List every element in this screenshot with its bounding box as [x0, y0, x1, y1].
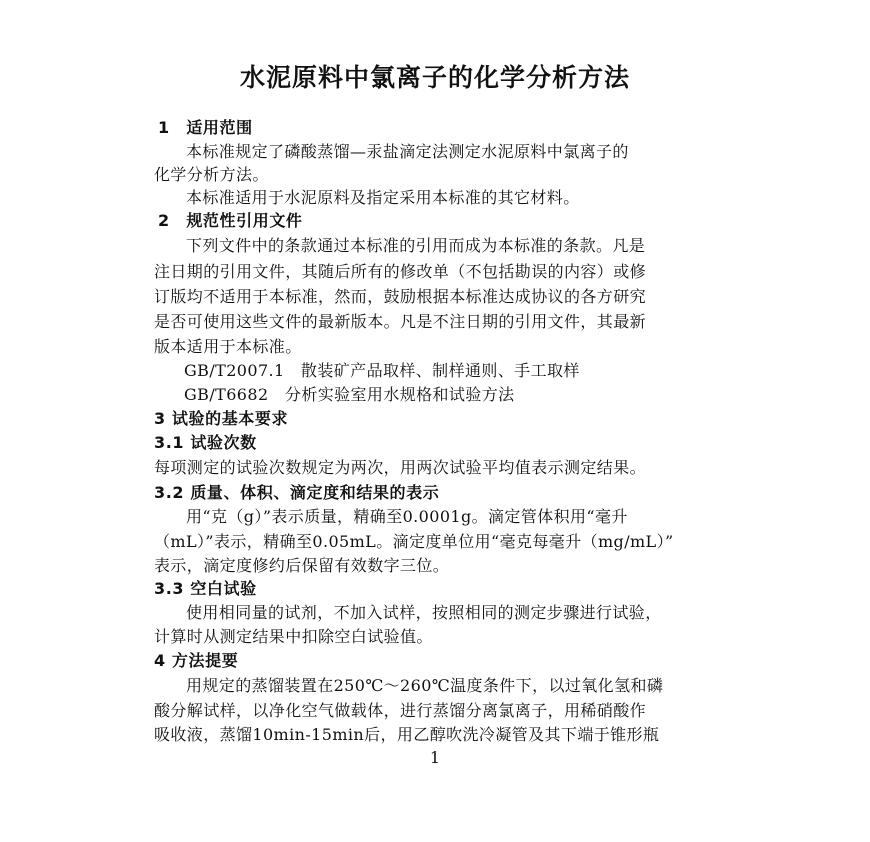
paragraph-line-6: 注日期的引用文件，其随后所有的修改单（不包括勘误的内容）或修: [154, 262, 647, 281]
paragraph-line-18: 表示，滴定度修约后保留有效数字三位。: [154, 556, 450, 575]
paragraph-line-23: 用规定的蒸馏装置在250℃～260℃温度条件下，以过氧化氢和磷: [186, 676, 664, 695]
paragraph-line-8: 是否可使用这些文件的最新版本。凡是不注日期的引用文件，其最新: [154, 312, 647, 331]
paragraph-line-2: 化学分析方法。: [154, 165, 269, 184]
section-3-1-heading: 3.1 试验次数: [154, 433, 257, 452]
paragraph-line-9: 版本适用于本标准。: [154, 337, 302, 356]
paragraph-line-21: 计算时从测定结果中扣除空白试验值。: [154, 627, 433, 646]
section-2-heading: 2 规范性引用文件: [158, 211, 303, 230]
section-3-heading: 3 试验的基本要求: [154, 409, 289, 428]
paragraph-line-25: 吸收液，蒸馏10min-15min后，用乙醇吹洗冷凝管及其下端于锥形瓶: [154, 725, 660, 744]
section-3-2-heading: 3.2 质量、体积、滴定度和结果的表示: [154, 483, 440, 502]
section-1-heading: 1 适用范围: [158, 118, 253, 137]
paragraph-line-3: 本标准适用于水泥原料及指定采用本标准的其它材料。: [186, 188, 580, 207]
paragraph-line-5: 下列文件中的条款通过本标准的引用而成为本标准的条款。凡是: [186, 236, 646, 255]
page-number: 1: [429, 748, 441, 767]
section-3-3-heading: 3.3 空白试验: [154, 579, 257, 598]
paragraph-line-1: 本标准规定了磷酸蒸馏—汞盐滴定法测定水泥原料中氯离子的: [186, 142, 629, 161]
paragraph-line-20: 使用相同量的试剂，不加入试样，按照相同的测定步骤进行试验，: [186, 603, 662, 622]
paragraph-line-14: 每项测定的试验次数规定为两次，用两次试验平均值表示测定结果。: [154, 458, 647, 477]
section-4-heading: 4 方法提要: [154, 651, 239, 670]
paragraph-line-16: 用“克（g）”表示质量，精确至0.0001g。滴定管体积用“毫升: [186, 507, 628, 526]
document-title: 水泥原料中氯离子的化学分析方法: [239, 63, 630, 92]
reference-line-2: GB/T6682 分析实验室用水规格和试验方法: [184, 385, 515, 404]
paragraph-line-24: 酸分解试样，以净化空气做载体，进行蒸馏分离氯离子，用稀硝酸作: [154, 701, 647, 720]
paragraph-line-7: 订版均不适用于本标准，然而，鼓励根据本标准达成协议的各方研究: [154, 287, 647, 306]
reference-line-1: GB/T2007.1 散装矿产品取样、制样通则、手工取样: [184, 361, 580, 380]
paragraph-line-17: （mL）”表示，精确至0.05mL。滴定度单位用“毫克每毫升（mg/mL）”: [154, 532, 674, 551]
